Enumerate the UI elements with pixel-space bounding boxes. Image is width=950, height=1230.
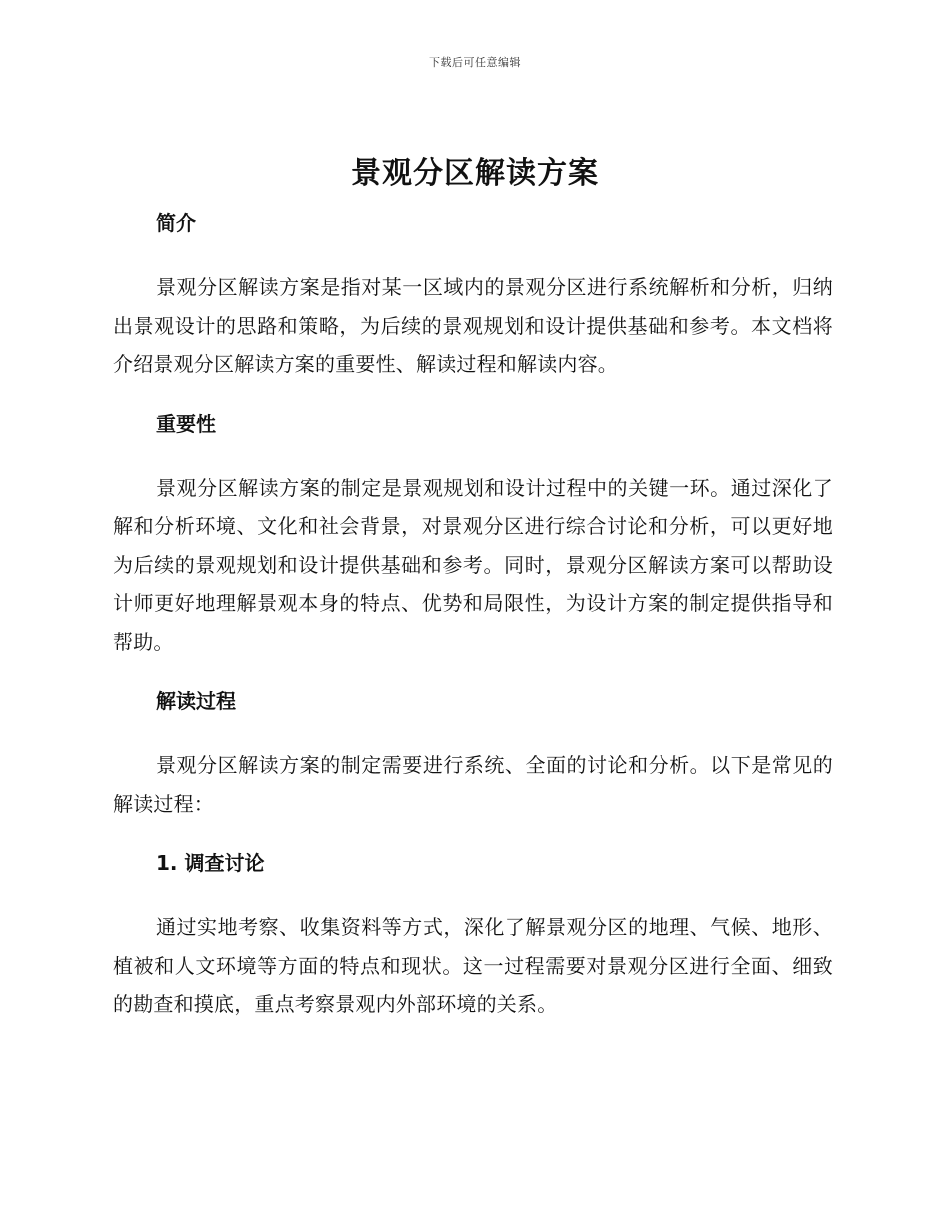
section-heading-intro: 简介 [156,211,196,235]
section-heading-process: 解读过程 [156,689,236,713]
page-header-note: 下载后可任意编辑 [429,56,521,69]
section-paragraph-importance: 景观分区解读方案的制定是景观规划和设计过程中的关键一环。通过深化了解和分析环境、文化和社会背景，对景观分区进行综合讨论和分析，可以更好地为后续的景观规划和设计提供基础和参考。同时，景观分区解读方案可以帮助设计师更好地理解景观本身的特点、优势和局限性，为设计方案的制定提供指导和帮助。 [113,475,833,654]
section-paragraph-intro: 景观分区解读方案是指对某一区域内的景观分区进行系统解析和分析，归纳出景观设计的思路和策略，为后续的景观规划和设计提供基础和参考。本文档将介绍景观分区解读方案的重要性、解读过程和解读内容。 [113,275,833,376]
section-heading-survey: 1. 调查讨论 [156,851,265,875]
section-paragraph-process: 景观分区解读方案的制定需要进行系统、全面的讨论和分析。以下是常见的解读过程： [113,753,833,816]
document-body [113,203,833,1024]
section-paragraph-survey: 通过实地考察、收集资料等方式，深化了解景观分区的地理、气候、地形、植被和人文环境等方面的特点和现状。这一过程需要对景观分区进行全面、细致的勘查和摸底，重点考察景观内外部环境的关系。 [113,915,833,1016]
section-heading-importance: 重要性 [156,411,216,436]
document-title: 景观分区解读方案 [351,156,599,191]
